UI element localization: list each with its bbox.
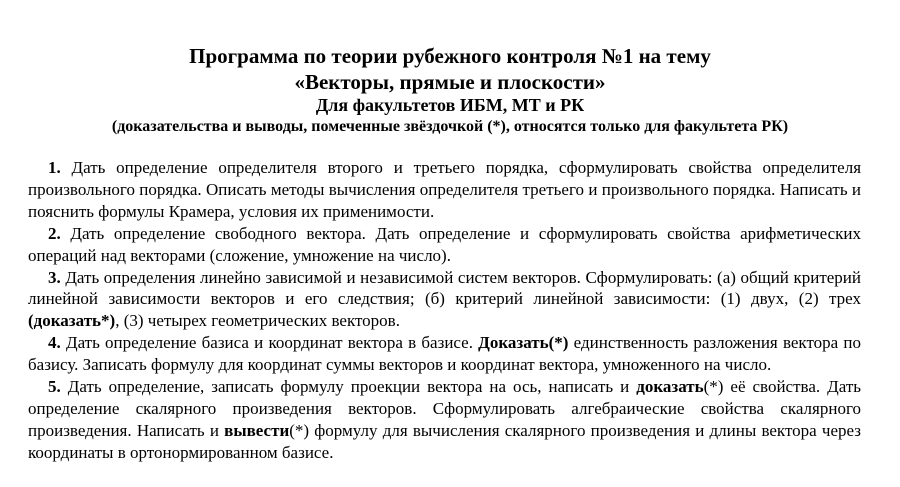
question-list (28, 157, 861, 464)
faculties-line: Для факультетов ИБМ, МТ и РК (315, 95, 585, 115)
item-number: 2. (48, 223, 61, 243)
list-item (28, 223, 861, 267)
list-item (28, 267, 861, 333)
item-number: 3. (48, 267, 61, 287)
item-text: Дать определение, записать формулу проекции вектора на ось, написать и (67, 377, 637, 397)
item-text: (*) формулу для вычисления скалярного произведения и длины вектора через координаты в ортонормированном базисе. (28, 420, 861, 462)
list-item (28, 332, 861, 376)
item-number: 5. (48, 377, 61, 397)
document-title: Программа по теории рубежного контроля №1 на тему (189, 44, 711, 68)
item-number: 1. (48, 158, 61, 177)
item-emphasis: доказать (636, 377, 704, 397)
item-text: (*) её свойства. Дать определение скалярного произведения векторов. Сформулировать алгебраические свойства скалярного произведения. Написать и (28, 377, 862, 440)
item-text: Дать определение свободного вектора. Дать определение и сформулировать свойства арифметических операций над векторами (сложение, умножение на число). (28, 223, 862, 265)
item-text: , (3) четырех геометрических векторов. (115, 311, 400, 331)
item-emphasis: Доказать(*) (478, 333, 569, 353)
item-text: Дать определение определителя второго и третьего порядка, сформулировать свойства определителя произвольного порядка. Описать методы вычисления определителя третьего и произвольного порядка. Написать и пояснить формулы Крамера, условия их применимости. (28, 158, 862, 221)
item-emphasis: вывести (224, 420, 290, 440)
document-topic: «Векторы, прямые и плоскости» (294, 70, 606, 94)
item-emphasis: (доказать*) (28, 311, 116, 331)
note-line: (доказательства и выводы, помеченные звёздочкой (*), относятся только для факультета РК) (111, 118, 789, 135)
list-item (28, 157, 861, 223)
item-text: Дать определения линейно зависимой и независимой систем векторов. Сформулировать: (а) общий критерий линейной зависимости векторов и его следствия; (б) критерий линейной зависимости: (1) двух, (2) трех (28, 267, 862, 309)
list-item (28, 376, 861, 464)
item-text: Дать определение базиса и координат вектора в базисе. (65, 333, 479, 353)
item-number: 4. (48, 333, 61, 353)
item-text: единственность разложения вектора по базису. Записать формулу для координат суммы векторов и координат вектора, умноженного на число. (28, 333, 862, 375)
